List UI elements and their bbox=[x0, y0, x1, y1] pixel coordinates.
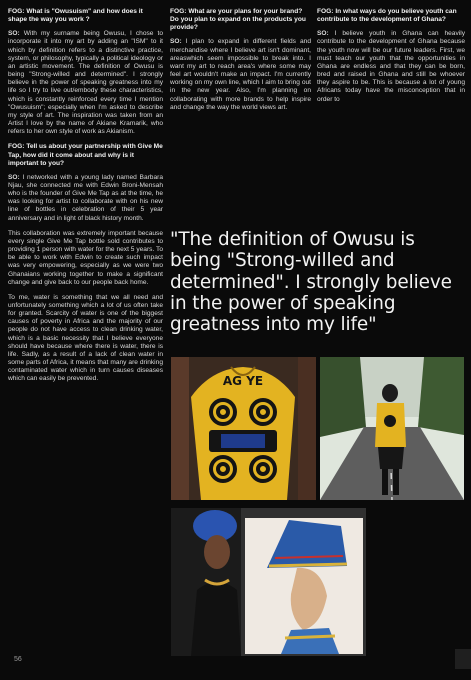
page-number: 56 bbox=[14, 656, 22, 663]
answer-text: I plan to expand in different fields and merchandise where I believe art isn't dominant, areaswhich seem impossible to break into. I want my art to reach area's where some may feel art wouldn't make an impact. I'm currently working on my own line, which I aim to bring out in the new year. Also, I'm planning on collaborating with more brands to help inspire and change the way the world views art. bbox=[170, 38, 311, 111]
answer-text: With my surname being Owusu, I chose to incorporate it into my art by adding an "ISM" to it which by definition refers to a distinctive practice, system, or philosophy, typically a political ideology or an artistic movement. The definition of Owusu is being "Strong-willed and determined". I strongly believe in the power of speaking greatness into my life so I try to live out/embody these characteristics, which is constantly reinforced every time I mention "Owusuism"; especially when I'm asked to describe my style of art. The inspiration was taken from an Artist I love by the name of Akiane Kramarik, who refers to her own style of work as Akianism. bbox=[8, 30, 163, 136]
road-scene bbox=[320, 357, 464, 500]
jacket-lettering: AG YE bbox=[222, 374, 264, 388]
answer-lead: SO: bbox=[170, 38, 182, 46]
photo-artist-on-road bbox=[320, 357, 464, 500]
portrait-scene bbox=[171, 508, 366, 656]
question-give-me-tap: FOG: Tell us about your partnership with Give Me Tap, how did it come about and why is it important to you? bbox=[8, 143, 163, 167]
answer-youth bbox=[317, 30, 465, 103]
photo-artist-with-painting bbox=[171, 508, 366, 656]
answer-text: I networked with a young lady named Barbara Njau, she connected me with Edwin Broni-Mensah who is the founder of Give Me Tap as at the time, he was looking for artist to collaborate with on his new line of bottles in celebration of their 5 year anniversary and in light of black history month. bbox=[8, 173, 163, 222]
answer-owusuism bbox=[8, 30, 163, 136]
column-middle bbox=[170, 8, 311, 119]
answer-lead: SO: bbox=[8, 173, 20, 181]
corner-tab bbox=[455, 649, 471, 669]
question-owusuism: FOG: What is "Owusuism" and how does it shape the way you work ? bbox=[8, 8, 143, 24]
column-right bbox=[317, 8, 465, 111]
answer-text: I believe youth in Ghana can heavily contribute to the development of Ghana because the youth now will be our future leaders. First, we must teach our youth that the opportunities in Ghana are endless and that they can be born, bred and raised in Ghana and still be whoever they aspire to be. This is because a lot of young Africans today have the misconception that in order to bbox=[317, 30, 465, 103]
photo-painted-jacket bbox=[171, 357, 316, 500]
jacket-illustration bbox=[171, 357, 316, 500]
answer-lead: SO: bbox=[8, 30, 20, 38]
paragraph-water: To me, water is something that we all need and unfortunately something which a lot of us often take for granted. Scarcity of water is one of the biggest causes of poverty in Africa and the majority of our people do not have access to clean drinking water, which is a basic necessity that I believe everyone should have because where there is water, there is life. Sadly, as a result of a lack of clean water in some parts of Africa, it means that many are drinking contaminated water which in turn causes diseases which can easily be prevented. bbox=[8, 293, 163, 383]
question-youth: FOG: In what ways do you believe youth can contribute to the development of Ghana? bbox=[317, 8, 457, 24]
paragraph-collaboration: This collaboration was extremely important because every single Give Me Tap bottle sold contributes to providing 1 person with water for the next 5 years. To be able to work with Edwin to create such impact was very empowering, especially as we were two Ghanaians working together to make a significant change and give back to our people back home. bbox=[8, 229, 163, 286]
question-brand-plans: FOG: What are your plans for your brand? Do you plan to expand on the products you provide? bbox=[170, 8, 306, 32]
answer-lead: SO: bbox=[317, 30, 329, 38]
column-left bbox=[8, 8, 163, 391]
answer-give-me-tap bbox=[8, 174, 163, 223]
answer-brand-plans bbox=[170, 38, 311, 111]
pull-quote: "The definition of Owusu is being "Strong-willed and determined". I strongly believe in the power of speaking greatness into my life" bbox=[170, 229, 452, 336]
